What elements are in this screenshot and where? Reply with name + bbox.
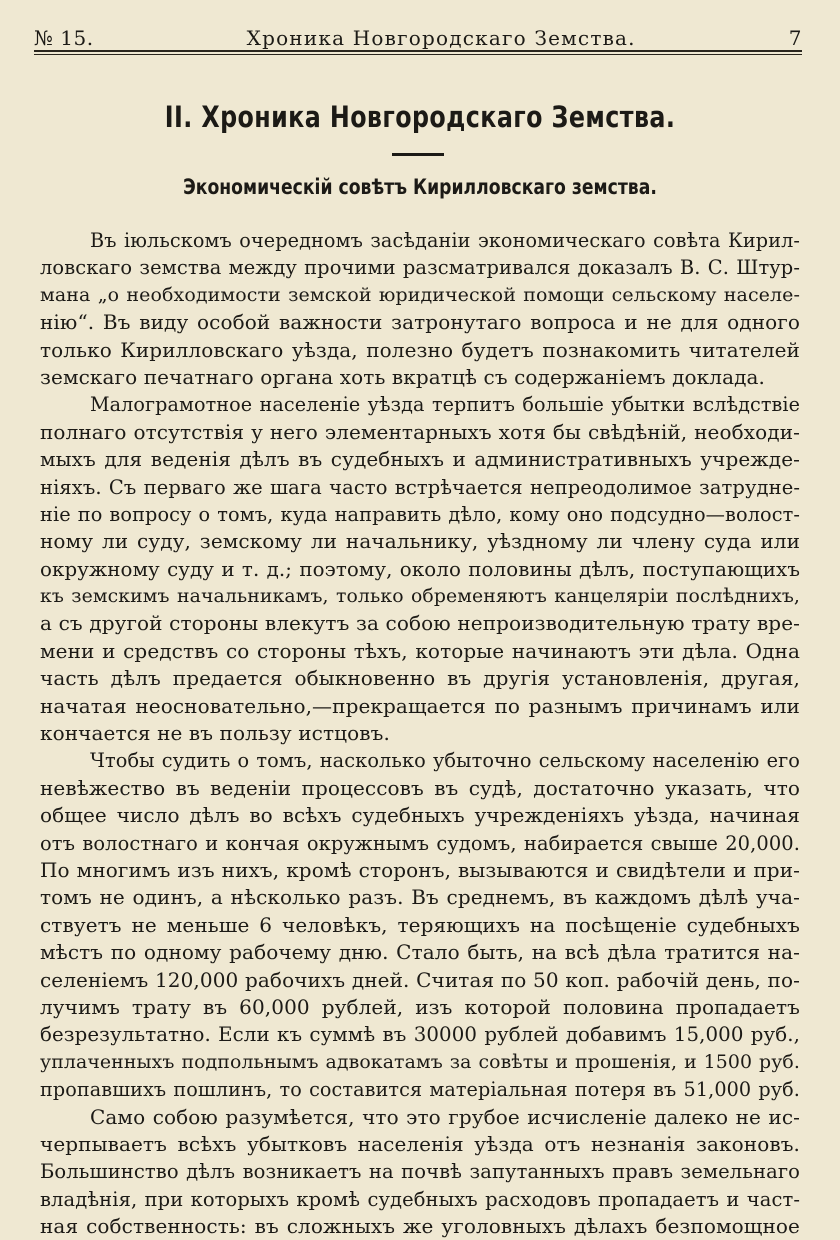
text-line: ніе по вопросу о томъ, куда направить дѣло, кому оно подсудно—волост- [40, 502, 800, 526]
text-line: Въ іюльскомъ очередномъ засѣданіи экономическаго совѣта Кирил- [90, 229, 800, 252]
text-line: мѣстъ по одному рабочему дню. Стало быть, на всѣ дѣла тратится на- [40, 940, 800, 965]
text-line: къ земскимъ начальникамъ, только обременяютъ канцеляріи послѣднихъ, [40, 586, 800, 608]
text-line: общее число дѣлъ во всѣхъ судебныхъ учрежденіяхъ уѣзда, начиная [40, 803, 800, 828]
text-line: окружному суду и т. д.; поэтому, около половины дѣлъ, поступающихъ [40, 557, 800, 581]
text-line: Само собою разумѣется, что это грубое исчисленіе далеко не ис- [90, 1104, 800, 1129]
section-title: II. Хроника Новгородскаго Земства. [164, 100, 676, 134]
text-line: Малограмотное населеніе уѣзда терпитъ большіе убытки вслѣдствіе [90, 393, 800, 417]
running-title: Хроника Новгородскаго Земства. [246, 26, 636, 50]
text-line: ная собственность: въ сложныхъ же уголовныхъ дѣлахъ безпомощное [40, 1214, 800, 1239]
issue-number: № 15. [34, 26, 94, 50]
text-line: Большинство дѣлъ возникаетъ на почвѣ запутанныхъ правъ земельнаго [40, 1160, 800, 1184]
title-divider [392, 153, 444, 156]
text-line: ствуетъ не меньше 6 человѣкъ, теряющихъ на посѣщеніе судебныхъ [40, 912, 800, 937]
running-header [34, 20, 802, 50]
text-line: селеніемъ 120,000 рабочихъ дней. Считая по 50 коп. рабочій день, по- [40, 967, 800, 992]
text-line: черпываетъ всѣхъ убытковъ населенія уѣзда отъ незнанія законовъ. [40, 1131, 800, 1156]
text-line: ному ли суду, земскому ли начальнику, уѣздному ли члену суда или [40, 529, 800, 554]
header-rule-thin [34, 54, 802, 55]
article-body [40, 227, 800, 1240]
text-line: отъ волостнаго и кончая окружнымъ судомъ, набирается свыше 20,000. [40, 831, 800, 855]
header-rule [34, 50, 802, 52]
text-line: ніяхъ. Съ перваго же шага часто встрѣчается непреодолимое затрудне- [40, 475, 800, 499]
text-line: нію“. Въ виду особой важности затронутаго вопроса и не для одного [40, 310, 800, 335]
text-line: По многимъ изъ нихъ, кромѣ сторонъ, вызываются и свидѣтели и при- [40, 857, 800, 882]
text-line: полнаго отсутствія у него элементарныхъ хотя бы свѣдѣній, необходи- [40, 419, 800, 444]
text-line: мана „о необходимости земской юридической помощи сельскому населе- [40, 283, 800, 306]
text-line: а съ другой стороны влекутъ за собою непроизводительную трату вре- [40, 611, 800, 636]
text-line: пропавшихъ пошлинъ, то составится матеріальная потеря въ 51,000 руб. [40, 1078, 800, 1102]
text-line: только Кирилловскаго уѣзда, полезно будетъ познакомить читателей [40, 337, 800, 362]
text-line: часть дѣлъ предается обыкновенно въ другія установленія, другая, [40, 666, 800, 691]
text-line: мыхъ для веденія дѣлъ въ судебныхъ и административныхъ учрежде- [40, 447, 800, 472]
text-line: владѣнія, при которыхъ кромѣ судебныхъ расходовъ пропадаетъ и част- [40, 1187, 800, 1211]
text-line: ловскаго земства между прочими разсматривался доказалъ В. С. Штур- [40, 256, 800, 280]
page-number: 7 [788, 26, 802, 50]
text-line: Чтобы судить о томъ, насколько убыточно сельскому населенію его [90, 749, 800, 773]
text-line: уплаченныхъ подпольнымъ адвокатамъ за совѣты и прошенія, и 1500 руб. [40, 1050, 800, 1073]
text-line: лучимъ трату въ 60,000 рублей, изъ которой половина пропадаетъ [40, 994, 800, 1019]
text-line: земскаго печатнаго органа хоть вкратцѣ съ содержаніемъ доклада. [40, 364, 766, 389]
text-line: мени и средствъ со стороны тѣхъ, которые начинаютъ эти дѣла. Одна [40, 638, 800, 663]
text-line: кончается не въ пользу истцовъ. [40, 721, 390, 746]
text-line: невѣжество въ веденіи процессовъ въ судѣ, достаточно указать, что [40, 775, 800, 800]
text-line: томъ не одинъ, а нѣсколько разъ. Въ среднемъ, въ каждомъ дѣлѣ уча- [40, 885, 800, 910]
text-line: безрезультатно. Если къ суммѣ въ 30000 рублей добавимъ 15,000 руб., [40, 1023, 800, 1047]
text-line: начатая неосновательно,—прекращается по разнымъ причинамъ или [40, 693, 800, 718]
article-subtitle: Экономическій совѣтъ Кирилловскаго земства. [183, 175, 657, 199]
